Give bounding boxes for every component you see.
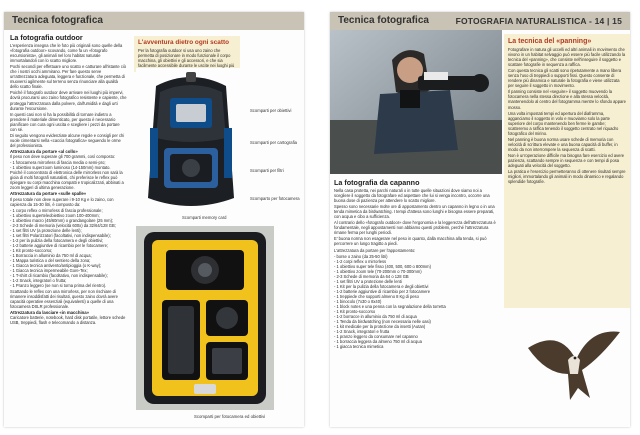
photographer-photo	[330, 30, 502, 174]
bird-illustration	[520, 308, 624, 416]
equipment-car-text: Caricatore batterie, notebook, hard disk portatile, lettore schede USB, treppiedi, flash e telecomando a distanza.	[10, 314, 126, 325]
left-page-header	[4, 12, 304, 30]
gear-bag-illustration	[136, 226, 274, 410]
list-item: - 1 set filtri UV (a protezione delle lenti);	[10, 227, 82, 233]
list-item: - 1 binocolo (7x30 o 8x40)	[334, 298, 382, 304]
equipment-neck-title: Attrezzatura da portare «al collo»	[10, 148, 78, 154]
list-item: - 1 obiettivo macro (45/60mm) o grandangolare (25 mm);	[10, 217, 114, 223]
right-page	[330, 12, 630, 427]
outdoor-paragraph: L'esperienza insegna che le foto più originali sono quelle della «fotografia outdoor» scovando, come fa un «fotografo escursionista», gli animali nel loro habitat naturale immortalandoli con lo scatto migliore.	[10, 43, 123, 64]
list-item: - 1 obiettivo super tele fisso (400, 500, 600 o 800mm)	[334, 263, 431, 269]
callout-memory-cards: Scomparti memory card	[182, 215, 227, 220]
hide-paragraph: Nella casa protetta, nei parchi naturali o in tutte quelle situazioni dove siamo noi a scegliere il soggetto da fotografare ed aspettare che lui si venga incontro, occorre una buona dose di pazienza per attendere lo scatto migliore.	[334, 188, 490, 204]
list-item: - 1-2 borracce in alluminio da 750 ml di acqua	[334, 314, 417, 320]
list-item: - 1 giacca tecnica mimetica	[334, 344, 384, 350]
list-item: - 1-2 per la pulizia della fotocamera e degli obiettivi;	[10, 238, 104, 244]
equipment-back-intro: Il peso totale non deve superare i 9-10 Kg e lo zaino, con capienza da 15-30 litri, è composto da:	[10, 196, 114, 207]
list-item: - 1 set filtri Polarizzatori (facoltativi, non indispensabile);	[10, 233, 111, 238]
list-item: - 1 Giacca tecnica impermeabile Gore-Tex;	[10, 268, 88, 274]
adventure-box-text: Per la fotografia outdoor si usa uno zaino che permetta di posizionare in modo funzionale il corpo macchina, gli obiettivi e gli accessori, e che sia facilmente accessibile durante le uscite nei luoghi più	[138, 48, 235, 69]
equipment-neck-note: Poiché il concentrato di elettronica delle mirrorless non sarà la gioia di molti fotografi naturalisti, chi preferisce le reflex può ripiegare su corpi macchina compatti e tropicalizzati, abbinati a zoom leggeri di ultima generazione.	[10, 170, 124, 191]
hide-title: La fotografia da capanno	[334, 178, 420, 187]
list-item: - 1-2 corpi reflex o mirrorless	[334, 258, 387, 264]
gear-bag-photo	[136, 226, 274, 410]
list-item: - 1 T-shirt di ricambio (facoltativo, non indispensabile);	[10, 273, 108, 279]
hide-paragraph: E' buona norma non esagerare nel peso in quanto, dalla macchina alla tenda, si può percorrere un lungo tragitto a piedi.	[334, 236, 487, 247]
panning-paragraph: Non è un'operazione difficile ma bisogna fare esercizio ed avere pazienza, scattando sempre in sequenza e con tempi di posa adeguati alla velocità del soggetto.	[508, 152, 625, 169]
list-item: - 1 obiettivo superzoom luminoso (14-150mm) montato.	[10, 165, 111, 171]
right-page-header	[330, 12, 630, 30]
outdoor-article	[10, 33, 127, 425]
outdoor-paragraph: Pochi secondi per effettuare uno scatto e catturare all'istante ciò che i nostri occhi ammirano. Per fare questo serve un'attrezzatura adeguata, leggera e funzionale, che permetta di muoversi agilmente sul terreno senza rinunciare alla qualità dello scatto finale.	[10, 64, 127, 90]
equipment-back-title: Attrezzatura da portare «sulle spalle»	[10, 191, 87, 197]
left-header-title: Tecnica fotografica	[12, 15, 103, 26]
list-item: - 1 Borraccia in alluminio da 750 ml di acqua;	[10, 253, 92, 259]
list-item: - 1 block notes e una penna con la segnalazione della torretta	[334, 304, 446, 310]
list-item: - 1 obiettivo superteleobiettivo zoom 100-400mm;	[10, 212, 100, 218]
outdoor-paragraph: In questi casi non si ha la possibilità di tornare indietro a prendere il materiale dimenticato, per questo è necessario pianificare con cura ogni uscita e scegliere i pezzi da portare con sé.	[10, 111, 120, 132]
panning-paragraph: Con questa tecnica gli scatti sono ripetutamente a mano libera senza l'uso di treppiedi o supporti fissi. Questo consente di rendere più dinamica e naturale la fotografia e viene utilizzata per seguire il soggetto in movimento.	[508, 68, 622, 89]
photographer-illustration	[330, 30, 502, 174]
right-header-title: Tecnica fotografica	[338, 15, 429, 26]
list-item: - 1 kit medicale per la protezione da insetti (Autan)	[334, 324, 426, 330]
backpack-photo	[136, 68, 246, 216]
adventure-box	[134, 36, 240, 72]
outdoor-title: La fotografia outdoor	[10, 33, 83, 42]
left-page	[4, 12, 304, 427]
list-item: - 1 obiettivo zoom tele (70-200mm o 70-300mm)	[334, 268, 422, 274]
panning-title: La tecnica del «panning»	[508, 38, 592, 45]
list-item: - 1 Kit per la pulizia della fotocamera e degli obiettivi	[334, 283, 429, 289]
panning-paragraph: Fotografare in natura gli uccelli ed altri animali in movimento che vivono in un habitat selvaggio può essere più facile utilizzando la tecnica del «panning», che consiste nell'inseguire il soggetto e scattare fotografie in sequenza a raffica.	[508, 47, 626, 68]
equipment-back-note: Scattando le reflex con una mirrorless, per non rischiare di rimanere insoddisfatti dei risultati, questo zaino dovrà avere capacità operative essenziali (equivalenti) a quelle di una fotocamera DSLR professionale.	[10, 288, 118, 309]
list-item: - borse o zaino (da 25-50 litri)	[334, 253, 388, 259]
hide-paragraph: L'attrezzatura da portare per l'appostamento:	[334, 247, 416, 253]
equipment-car-title: Attrezzatura da lasciare «in macchina»	[10, 309, 90, 315]
list-item: - 1 set filtri UV a protezione delle lenti	[334, 278, 402, 284]
list-item: - 1 Tenda da birdwatching (non necessaria nelle oasi)	[334, 319, 431, 325]
hide-article	[334, 178, 498, 425]
backpack-illustration	[136, 68, 246, 216]
bird-photo	[520, 308, 624, 416]
list-item: - 1-2 batterie aggiuntive di ricambio per 2 fotocamere	[334, 288, 431, 294]
gear-caption: Scomparti per fotocamera ed obiettivi	[194, 414, 266, 419]
callout-maps: Scomparti per cartografia	[250, 140, 298, 145]
callout-filters: Scomparti per filtri	[250, 168, 284, 173]
list-item: - 2-3 Schede di memoria da 64 o 128 GB	[334, 273, 409, 279]
hide-paragraph: Spesso sono necessarie molte ore di appostamento dentro un capanno in legno o in una tenda mimetica da birdwatching. I tempi d'attesa sono lunghi e bisogna essere preparati, con acqua e cibo a sufficienza.	[334, 204, 495, 220]
list-item: - 1 fotocamera mirrorless di fascia media o semi-pro;	[10, 160, 106, 166]
list-item: - 1 Mappa turistica o del sentiero della zona;	[10, 258, 91, 264]
adventure-box-title: L'avventura dietro ogni scatto	[138, 39, 230, 46]
list-item: - 1 Pranzo leggero (se non si torna prima del rientro).	[10, 283, 107, 289]
page-numbers: FOTOGRAFIA NATURALISTICA - 14 | 15	[455, 16, 622, 26]
callout-camera: Scomparto per fotocamera	[250, 196, 300, 201]
list-item: - 2-3 Schede di memoria (velocità 600x) da 32/64/128 GB;	[10, 222, 116, 228]
panning-paragraph: La pratica e l'esercizio permetteranno di ottenere risultati sempre migliori, immortalando gli animali in modo dinamico e regalando splendide fotografie.	[508, 169, 626, 185]
panning-box	[504, 34, 630, 308]
list-item: - 1 treppiede che sopporti almeno 8 Kg di peso	[334, 293, 419, 299]
outdoor-paragraph: Di seguito vengono evidenziate alcune regole e consigli per chi vuole cimentarsi nella «caccia fotografica» seguendo le orme del professionista.	[10, 132, 125, 148]
list-item: - 1 Kit pronto-soccorso	[334, 309, 376, 315]
callout-lenses: Scomparti per obiettivi	[250, 108, 292, 113]
equipment-neck-intro: Il peso non deve superare gli 700 grammi, così composto:	[10, 154, 116, 160]
list-item: - 1-2 Snack, integratori e frutta	[334, 329, 390, 335]
list-item: - 1 Giacca tecnica antivento/antipioggia (o K-way);	[10, 263, 102, 269]
panning-paragraph: Una volta impostati tempi ed apertura del diaframma, agganciamo il soggetto in volo e muoviamo solo la parte superiore del corpo mantenendo ben ferme le gambe; scatteremo a raffica tenendo il soggetto centrato nel riquadro fotografico del mirino.	[508, 110, 619, 136]
list-item: - 1 borraccia leggera da almeno 750 ml di acqua	[334, 339, 422, 345]
panning-paragraph: Nel panning è buona norma usare schede di memoria con velocità di scrittura elevate e una buona capacità di buffer, in modo da non interrompere la sequenza di scatti.	[508, 136, 618, 152]
list-item: - 1 corpo reflex o mirrorless di fascia professionale;	[10, 207, 103, 213]
list-item: - 1-2 Snack, integratori o frutta;	[10, 278, 67, 284]
hide-paragraph: Al contrario dello «fotografo outdoor» dove l'ergonomia e la leggerezza dell'attrezzatura è fondamentale, negli appostamenti non abbiamo questi problemi, perché l'attrezzatura rimane ferma per lunghi periodi.	[334, 220, 496, 236]
outdoor-paragraph: Poiché il fotografo outdoor deve arrivare nei luoghi più impervi, dovrà procurarsi uno zaino fotografico resistente e capiente, che protegga l'attrezzatura dalla polvere, dall'umidità e dagli urti durante l'escursione.	[10, 90, 127, 111]
list-item: - 1 Kit pronto-soccorso;	[10, 248, 53, 254]
list-item: - 1 pranzo leggero da consumare nel capanno	[334, 334, 418, 340]
list-item: - 1-2 batterie aggiuntive di ricambio per le fotocamere;	[10, 243, 109, 249]
panning-paragraph: Il panning consiste nel «seguire» il soggetto muovendo la fotocamera nella stessa direzione e alla stessa velocità, mantenendolo al centro del fotogramma mentre lo sfondo appare mosso.	[508, 89, 626, 110]
